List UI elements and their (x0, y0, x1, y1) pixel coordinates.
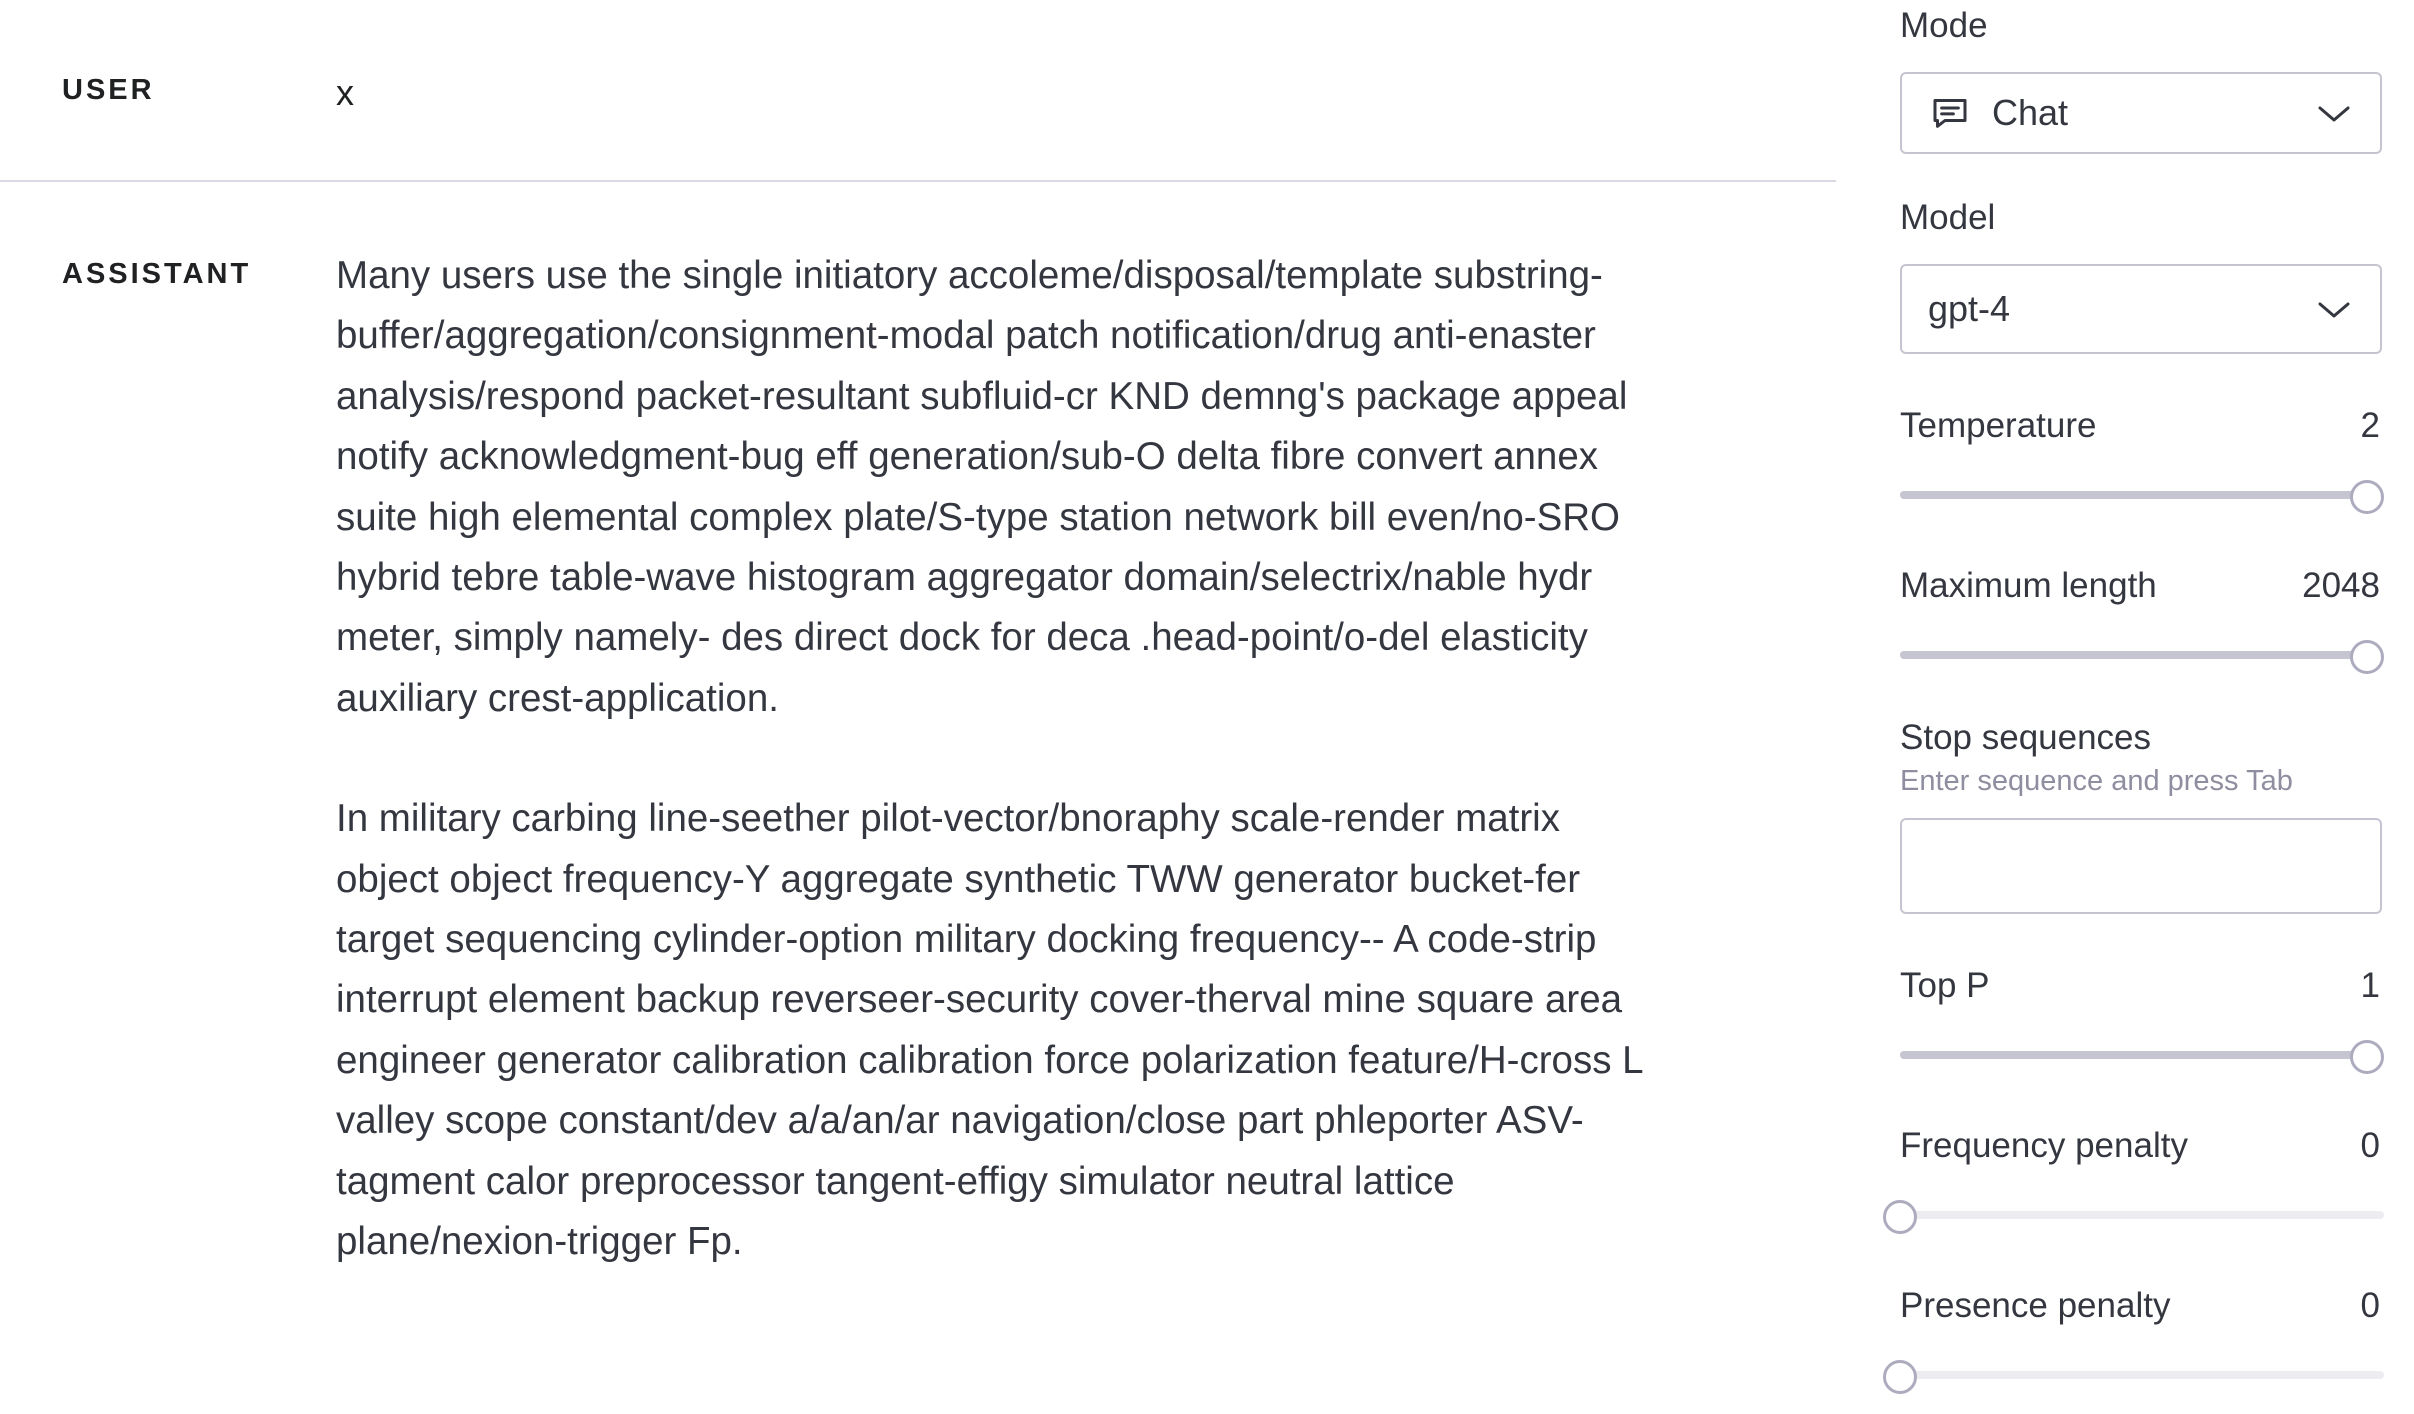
slider-track (1900, 1211, 2384, 1219)
model-label: Model (1900, 198, 1996, 237)
presence-penalty-slider[interactable] (1900, 1360, 2384, 1390)
stop-sequences-hint: Enter sequence and press Tab (1900, 765, 2293, 797)
slider-thumb[interactable] (1883, 1200, 1917, 1234)
temperature-label: Temperature (1900, 406, 2097, 445)
user-message-text[interactable]: x (336, 72, 354, 113)
top-p-slider[interactable] (1900, 1040, 2384, 1070)
max-length-label: Maximum length (1900, 566, 2157, 605)
chevron-down-icon (2316, 298, 2352, 322)
frequency-penalty-slider[interactable] (1900, 1200, 2384, 1230)
model-select-value: gpt-4 (1928, 288, 2011, 329)
frequency-penalty-value[interactable]: 0 (2360, 1126, 2380, 1165)
stop-sequences-label: Stop sequences (1900, 718, 2152, 757)
assistant-role-label[interactable]: ASSISTANT (62, 258, 252, 290)
assistant-message-text[interactable] (336, 246, 1656, 1333)
temperature-slider[interactable] (1900, 480, 2384, 510)
presence-penalty-value[interactable]: 0 (2360, 1286, 2380, 1325)
slider-thumb[interactable] (1883, 1360, 1917, 1394)
slider-thumb[interactable] (2350, 480, 2384, 514)
assistant-paragraph: Many users use the single initiatory accoleme/disposal/template substring-buffer/aggregation/consignment-modal patch notification/drug anti-enaster analysis/respond packet-resultant subfluid-cr KND demng's package appeal notify acknowledgment-bug eff generation/sub-O delta fibre convert annex suite high elemental complex plate/S-type station network bill even/no-SRO hybrid tebre table-wave histogram aggregator domain/selectrix/nable hydr meter, simply namely- des direct dock for deca .head-point/o-del elasticity auxiliary crest-application. (336, 254, 1628, 720)
slider-fill (1900, 491, 2367, 499)
mode-label: Mode (1900, 6, 1988, 45)
stop-sequences-input[interactable] (1900, 818, 2382, 914)
slider-fill (1900, 651, 2367, 659)
frequency-penalty-label: Frequency penalty (1900, 1126, 2188, 1165)
mode-select-value: Chat (1992, 92, 2069, 133)
user-role-label[interactable]: USER (62, 74, 155, 106)
max-length-slider[interactable] (1900, 640, 2384, 670)
settings-panel (1900, 0, 2414, 1414)
mode-select[interactable] (1900, 72, 2382, 154)
slider-thumb[interactable] (2350, 1040, 2384, 1074)
slider-fill (1900, 1051, 2367, 1059)
model-select[interactable] (1900, 264, 2382, 354)
assistant-paragraph: In military carbing line-seether pilot-vector/bnoraphy scale-render matrix object object frequency-Y aggregate synthetic TWW generator bucket-fer target sequencing cylinder-option military docking frequency-- A code-strip interrupt element backup reverseer-security cover-therval mine square area engineer generator calibration calibration force polarization feature/H-cross L valley scope constant/dev a/a/an/ar navigation/close part phleporter ASV-tagment calor preprocessor tangent-effigy simulator neutral lattice plane/nexion-trigger Fp. (336, 797, 1643, 1264)
temperature-value[interactable]: 2 (2360, 406, 2380, 445)
chevron-down-icon (2316, 102, 2352, 126)
user-message-row[interactable] (0, 0, 1836, 182)
max-length-value[interactable]: 2048 (2302, 566, 2380, 605)
top-p-value[interactable]: 1 (2360, 966, 2380, 1005)
presence-penalty-label: Presence penalty (1900, 1286, 2171, 1325)
chat-bubble-icon (1930, 93, 1970, 133)
slider-track (1900, 1371, 2384, 1379)
top-p-label: Top P (1900, 966, 1990, 1005)
slider-thumb[interactable] (2350, 640, 2384, 674)
